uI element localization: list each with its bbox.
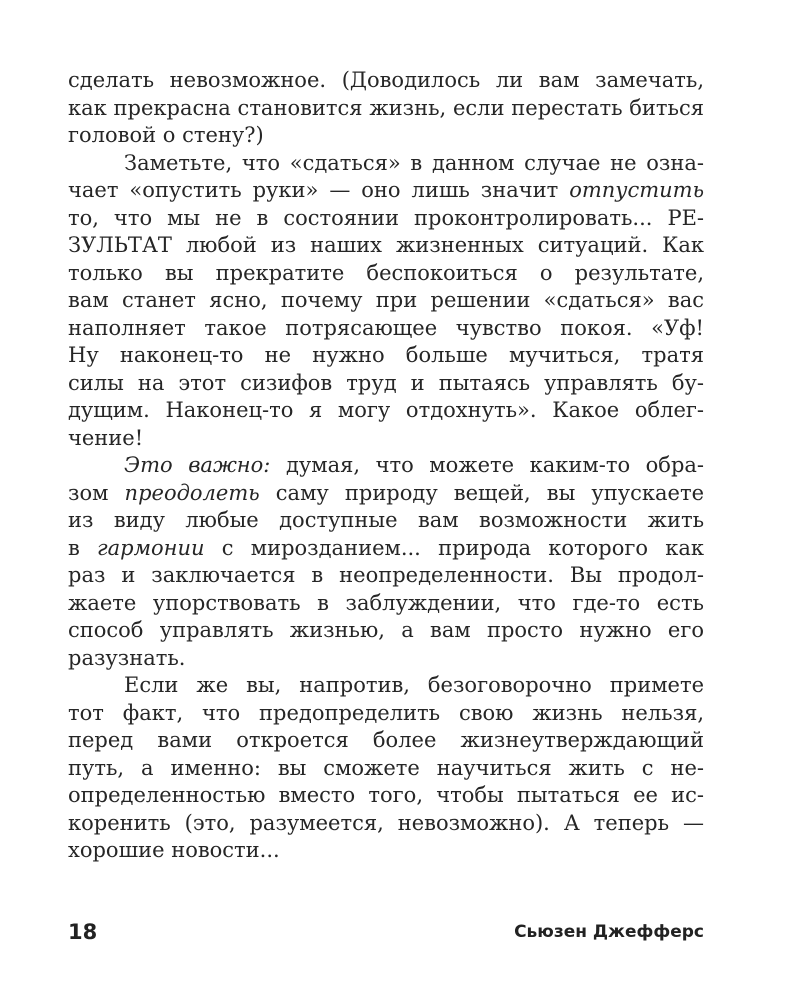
text-line [68, 535, 704, 563]
page-footer [68, 920, 704, 950]
body-text [68, 67, 704, 865]
text-line [68, 480, 704, 508]
text-line: ЗУЛЬТАТ любой из наших жизненных ситуаций. Как [68, 233, 704, 257]
text-line: сделать невозможное. (Доводилось ли вам замечать, [68, 68, 704, 92]
paragraph-1 [68, 67, 704, 150]
text-line: то, что мы не в состоянии проконтролировать... РЕ- [68, 205, 704, 230]
text-line: коренить (это, разумеется, невозможно). А теперь — [68, 810, 704, 835]
paragraph-4 [68, 672, 704, 865]
emphasis-text: отпустить [569, 178, 704, 202]
emphasis-text: преодолеть [124, 480, 260, 505]
text-line: силы на этот сизифов труд и пытаясь управлять бу- [68, 370, 704, 395]
text-line: дущим. Наконец-то я могу отдохнуть». Какое облег- [68, 398, 704, 422]
text-line: головой о стену?) [68, 123, 264, 147]
text-run: думая, что можете каким-то обра- [270, 453, 705, 477]
text-run: с мирозданием... природа которого как [204, 535, 704, 560]
text-run: чает «опустить руки» — оно лишь значит [68, 178, 570, 202]
paragraph-2 [68, 150, 704, 453]
text-line: только вы прекратите беспокоиться о результате, [68, 260, 704, 285]
text-line: вам станет ясно, почему при решении «сдаться» вас [68, 288, 704, 312]
text-line: чение! [68, 425, 144, 450]
text-line: перед вами откроется более жизнеутверждающий [68, 728, 704, 752]
text-line: Заметьте, что «сдаться» в данном случае не озна- [124, 150, 704, 175]
text-run: саму природу вещей, вы упускаете [259, 480, 705, 505]
text-line: путь, а именно: вы сможете научиться жить с не- [68, 755, 704, 780]
text-run: зом [68, 480, 125, 505]
text-line: Если же вы, напротив, безоговорочно примете [124, 673, 704, 697]
text-line: тот факт, что предопределить свою жизнь нельзя, [68, 700, 704, 725]
text-run: в [68, 535, 98, 560]
text-line [68, 177, 704, 205]
text-line [68, 452, 704, 480]
text-line: как прекрасна становится жизнь, если перестать биться [68, 95, 704, 120]
text-line: раз и заключается в неопределенности. Вы продол- [68, 563, 704, 587]
running-footer-author: Сьюзен Джефферс [514, 922, 704, 942]
text-line: способ управлять жизнью, а вам просто нужно его [68, 618, 704, 642]
text-line: Ну наконец-то не нужно больше мучиться, тратя [68, 343, 704, 367]
paragraph-3 [68, 452, 704, 672]
page-number: 18 [68, 920, 98, 944]
text-line: разузнать. [68, 645, 186, 670]
text-line: наполняет такое потрясающее чувство покоя. «Уф! [68, 315, 704, 340]
text-line: определенностью вместо того, чтобы пытаться ее ис- [68, 783, 704, 807]
text-line: из виду любые доступные вам возможности жить [68, 508, 704, 532]
emphasis-text: гармонии [97, 535, 205, 560]
emphasis-text: Это важно: [124, 453, 271, 477]
text-line: хорошие новости... [68, 838, 280, 862]
text-line: жаете упорствовать в заблуждении, что где-то есть [68, 590, 704, 615]
